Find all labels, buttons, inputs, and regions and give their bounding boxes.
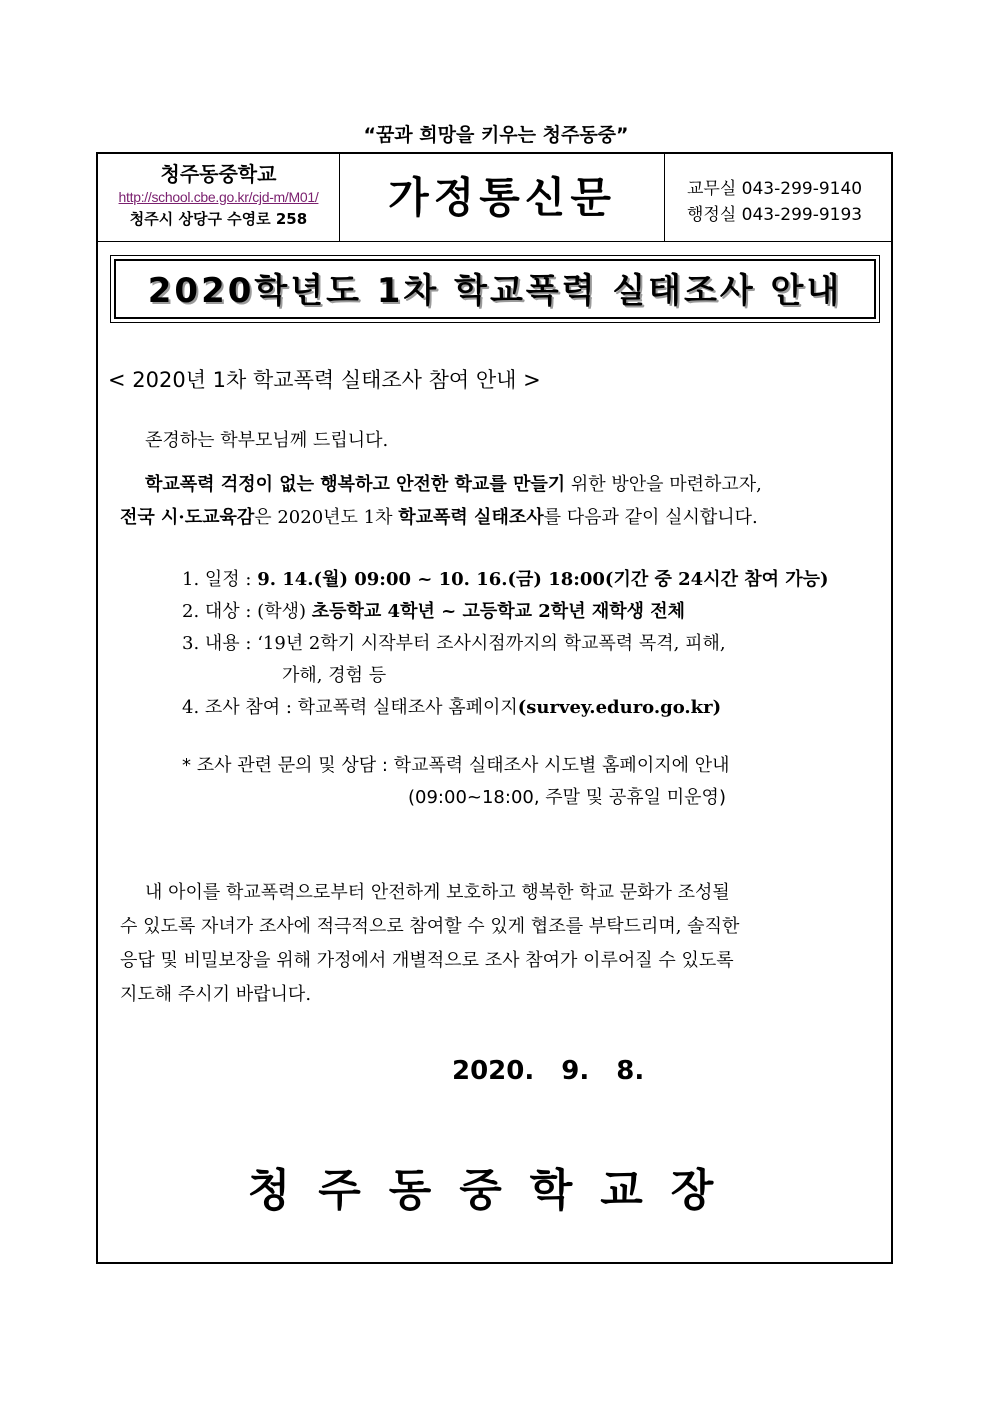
item-value: 초등학교 4학년 ~ 고등학교 2학년 재학생 전체 bbox=[311, 601, 686, 622]
closing-line: 응답 및 비밀보장을 위해 가정에서 개별적으로 조사 참여가 이루어질 수 있도록 bbox=[120, 950, 734, 971]
closing-line: 수 있도록 자녀가 조사에 적극적으로 참여할 수 있게 협조를 부탁드리며, 솔직한 bbox=[120, 916, 740, 937]
document-title: 2020학년도 1차 학교폭력 실태조사 안내 bbox=[147, 271, 843, 311]
intro-line-1 bbox=[120, 468, 870, 501]
list-item bbox=[182, 692, 872, 724]
closing-paragraph bbox=[120, 876, 870, 1012]
phone-admin: 행정실 043-299-9193 bbox=[687, 205, 863, 225]
list-item bbox=[182, 596, 872, 628]
intro-text-3: 를 다음과 같이 실시합니다. bbox=[543, 507, 758, 528]
item-label: 3. 내용 : bbox=[182, 633, 258, 654]
item-label: 2. 대상 : (학생) bbox=[182, 601, 312, 622]
intro-bold-3: 학교폭력 실태조사 bbox=[398, 507, 544, 528]
intro-text-2: 은 2020년도 1차 bbox=[254, 507, 399, 528]
newsletter-title: 가정통신문 bbox=[388, 173, 616, 222]
principal-signature: 청주동중학교장 bbox=[247, 1165, 742, 1216]
newsletter-title-cell bbox=[340, 154, 665, 241]
intro-text-1: 위한 방안을 마련하고자, bbox=[565, 474, 762, 495]
intro-line-2 bbox=[120, 501, 870, 534]
phone-office: 교무실 043-299-9140 bbox=[687, 179, 863, 199]
closing-line: 내 아이를 학교폭력으로부터 안전하게 보호하고 행복한 학교 문화가 조성될 bbox=[145, 882, 730, 903]
document-frame bbox=[96, 152, 893, 1264]
school-address: 청주시 상당구 수영로 258 bbox=[129, 210, 308, 228]
motto: “꿈과 희망을 키우는 청주동중” bbox=[363, 124, 629, 146]
intro-bold-1: 학교폭력 걱정이 없는 행복하고 안전한 학교를 만들기 bbox=[145, 474, 566, 495]
intro-bold-2: 전국 시·도교육감 bbox=[120, 507, 255, 528]
school-url-link[interactable]: http://school.cbe.go.kr/cjd-m/M01/ bbox=[118, 189, 319, 205]
inquiry-note bbox=[182, 750, 729, 814]
subheading: < 2020년 1차 학교폭력 실태조사 참여 안내 > bbox=[108, 368, 541, 392]
list-item-continuation: 가해, 경험 등 bbox=[282, 665, 387, 686]
info-list bbox=[182, 564, 872, 724]
item-label: 1. 일정 : bbox=[182, 569, 258, 590]
title-box bbox=[110, 255, 880, 323]
header-table bbox=[98, 154, 891, 242]
item-value: 9. 14.(월) 09:00 ~ 10. 16.(금) 18:00(기간 중 24시간 참여 가능) bbox=[257, 569, 829, 590]
survey-url: (survey.eduro.go.kr) bbox=[517, 697, 722, 718]
school-name: 청주동중학교 bbox=[160, 162, 277, 186]
greeting: 존경하는 학부모님께 드립니다. bbox=[145, 430, 389, 451]
list-item bbox=[182, 628, 872, 660]
note-line-2: (09:00~18:00, 주말 및 공휴일 미운영) bbox=[408, 787, 726, 808]
issue-date: 2020. 9. 8. bbox=[452, 1056, 645, 1086]
item-label: 4. 조사 참여 : 학교폭력 실태조사 홈페이지 bbox=[182, 697, 518, 718]
item-value: ‘19년 2학기 시작부터 조사시점까지의 학교폭력 목격, 피해, bbox=[257, 633, 726, 654]
contact-cell bbox=[665, 154, 891, 241]
intro-paragraph bbox=[120, 468, 870, 534]
closing-line: 지도해 주시기 바랍니다. bbox=[120, 984, 312, 1005]
note-line-1: * 조사 관련 문의 및 상담 : 학교폭력 실태조사 시도별 홈페이지에 안내 bbox=[182, 755, 730, 776]
title-inner-border bbox=[114, 259, 876, 319]
school-info-cell bbox=[98, 154, 340, 241]
list-item bbox=[182, 564, 872, 596]
